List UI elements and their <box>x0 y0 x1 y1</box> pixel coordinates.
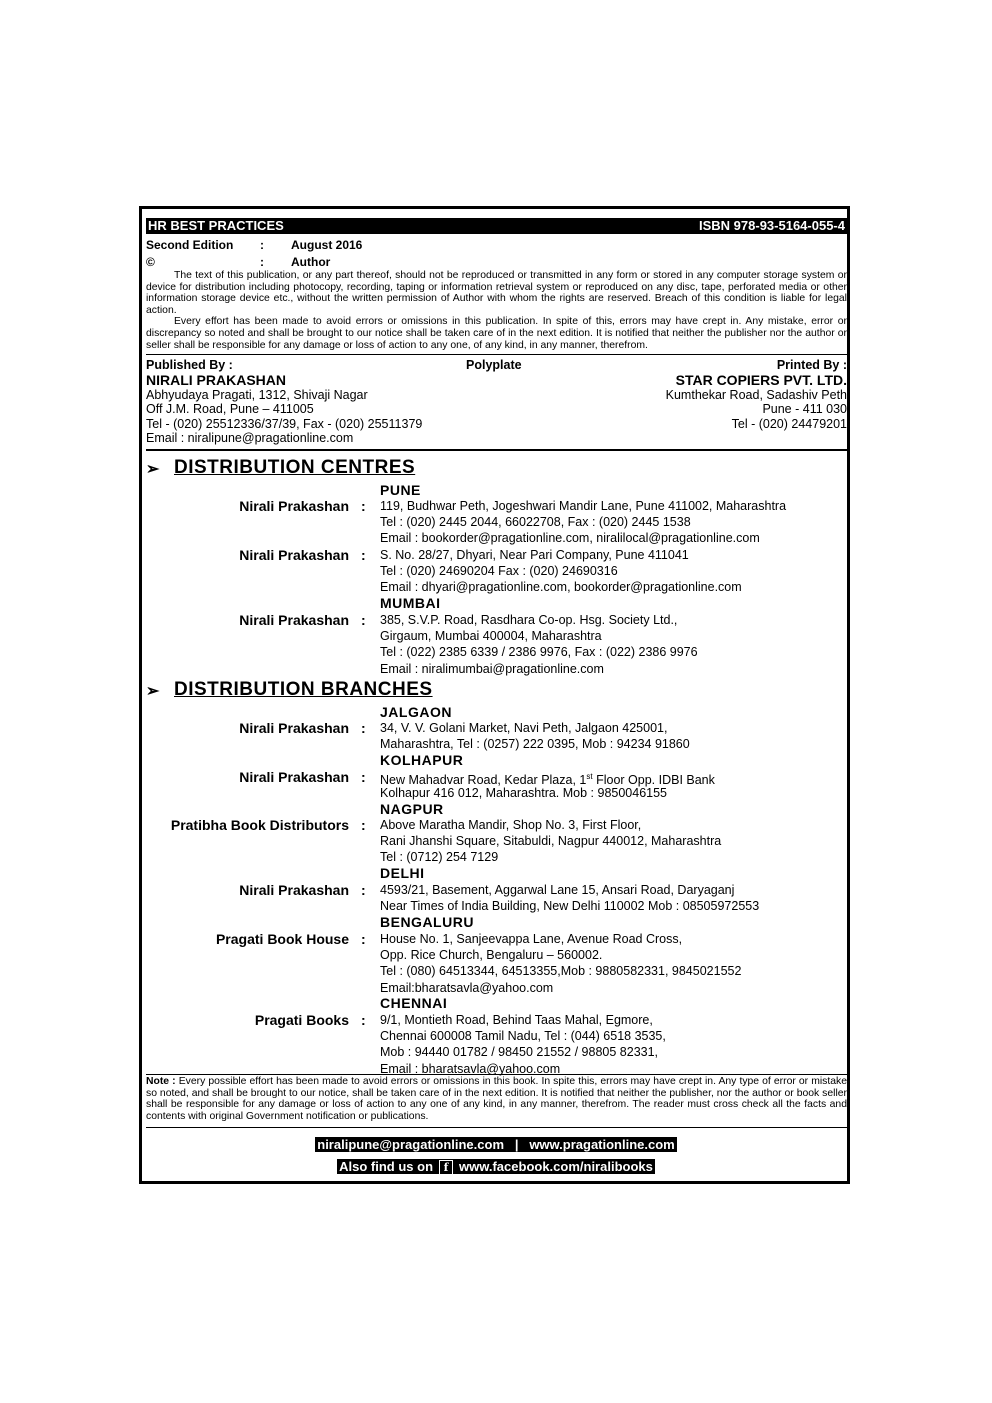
address-line: Tel : (080) 64513344, 64513355,Mob : 9880582331, 9845021552 <box>380 964 742 979</box>
edition-value: August 2016 <box>291 238 363 252</box>
note-block <box>146 1076 847 1122</box>
distributor-address <box>380 931 741 996</box>
distributor-name: Pratibha Book Distributors <box>170 817 349 833</box>
address-line: House No. 1, Sanjeevappa Lane, Avenue Road Cross, <box>380 932 683 946</box>
published-by-label: Published By : <box>146 358 233 372</box>
publisher-address-2: Off J.M. Road, Pune – 411005 <box>146 402 314 416</box>
address-line <box>380 769 715 788</box>
city-heading: NAGPUR <box>380 801 444 817</box>
distributor-name: Pragati Book House <box>215 931 349 947</box>
address-line: 9/1, Montieth Road, Behind Taas Mahal, Egmore, <box>380 1013 653 1027</box>
separator: : <box>361 931 366 947</box>
bullet-arrow-icon: ➢ <box>146 461 160 478</box>
printed-by-label: Printed By : <box>776 358 847 372</box>
address-text: New Mahadvar Road, Kedar Plaza, 1 <box>380 773 587 788</box>
separator: : <box>361 612 366 628</box>
address-line: Near Times of India Building, New Delhi 110002 Mob : 08505972553 <box>380 899 760 914</box>
edition-label: Second Edition <box>146 238 234 252</box>
separator: : <box>361 498 366 514</box>
separator: : <box>361 882 366 898</box>
note-text: Every possible effort has been made to avoid errors or omissions in this book. In spite this, errors may have crept in. Any type of error or mistake so noted, and shall be brought to our notice, shall be taken care of in the next edition. It is notified that neither the publisher, nor the author or book seller shall be responsible for any damage or loss of action to any one of any kind, in any manner, therefrom. The reader must cross check all the facts and contents with original Government notification or publications. <box>146 1076 847 1122</box>
city-heading: PUNE <box>380 482 421 498</box>
address-line: 119, Budhwar Peth, Jogeshwari Mandir Lane, Pune 411002, Maharashtra <box>380 499 787 513</box>
distributor-name: Nirali Prakashan <box>239 882 349 898</box>
footer-web-links[interactable]: niralipune@pragationline.com | www.pragationline.com <box>317 1137 675 1152</box>
polyplate-label: Polyplate <box>466 358 522 372</box>
distributor-name: Nirali Prakashan <box>239 769 349 785</box>
city-heading: CHENNAI <box>380 995 448 1011</box>
copyright-label: © <box>146 255 155 269</box>
address-line: Rani Jhanshi Square, Sitabuldi, Nagpur 440012, Maharashtra <box>380 834 722 849</box>
address-line: Email : dhyari@pragationline.com, bookorder@pragationline.com <box>380 580 742 595</box>
copyright-sep: : <box>260 255 264 269</box>
city-heading: KOLHAPUR <box>380 752 464 768</box>
legal-notice <box>146 270 847 351</box>
distributor-address <box>380 817 721 866</box>
distributor-name: Nirali Prakashan <box>239 720 349 736</box>
separator: : <box>361 817 366 833</box>
publisher-name: NIRALI PRAKASHAN <box>146 372 286 388</box>
address-line: 34, V. V. Golani Market, Navi Peth, Jalgaon 425001, <box>380 721 668 735</box>
city-heading: JALGAON <box>380 704 452 720</box>
facebook-icon: f <box>439 1160 453 1175</box>
isbn: ISBN 978-93-5164-055-4 <box>699 218 845 233</box>
address-line: 385, S.V.P. Road, Rasdhara Co-op. Hsg. Society Ltd., <box>380 613 678 627</box>
address-line: Tel : (020) 24690204 Fax : (020) 24690316 <box>380 564 618 579</box>
city-heading: DELHI <box>380 865 425 881</box>
book-title: HR BEST PRACTICES <box>148 218 284 233</box>
address-line: Tel : (022) 2385 6339 / 2386 9976, Fax : (022) 2386 9976 <box>380 645 698 660</box>
facebook-link[interactable]: www.facebook.com/niralibooks <box>459 1159 653 1174</box>
address-line: Maharashtra, Tel : (0257) 222 0395, Mob : 94234 91860 <box>380 737 690 752</box>
divider <box>146 449 847 451</box>
separator: : <box>361 1012 366 1028</box>
city-heading: MUMBAI <box>380 595 441 611</box>
edition-sep: : <box>260 238 264 252</box>
legal-paragraph-2: Every effort has been made to avoid errors or omissions in this publication. In spite of this, errors may have crept in. Any mistake, error or discrepancy so noted and shall be brought to our notice shall be taken care of in the next edition. It is notified that neither the publisher nor the author or seller shall be responsible for any damage or loss of action to any one, of any kind, in any manner, therefrom. <box>146 316 847 351</box>
distributor-address <box>380 498 786 547</box>
address-line: Opp. Rice Church, Bengaluru – 560002. <box>380 948 603 963</box>
address-line: Email : niralimumbai@pragationline.com <box>380 661 604 676</box>
address-line: Email : bookorder@pragationline.com, niralilocal@pragationline.com <box>380 531 760 546</box>
address-line: S. No. 28/27, Dhyari, Near Pari Company, Pune 411041 <box>380 548 689 562</box>
printer-address-1: Kumthekar Road, Sadashiv Peth <box>665 388 847 402</box>
divider <box>146 1074 847 1075</box>
city-heading: BENGALURU <box>380 914 474 930</box>
distributor-name: Nirali Prakashan <box>239 612 349 628</box>
address-line: Email : bharatsavla@yahoo.com <box>380 1061 561 1076</box>
distributor-address <box>380 547 742 596</box>
address-line: Chennai 600008 Tamil Nadu, Tel : (044) 6518 3535, <box>380 1029 666 1044</box>
address-line: Above Maratha Mandir, Shop No. 3, First Floor, <box>380 818 642 832</box>
divider <box>146 1127 847 1128</box>
divider <box>146 354 847 355</box>
address-line: Kolhapur 416 012, Maharashtra. Mob : 9850046155 <box>380 786 668 801</box>
copyright-value: Author <box>291 255 331 269</box>
section-heading-branches: DISTRIBUTION BRANCHES <box>174 679 433 700</box>
title-bar <box>146 218 847 234</box>
address-line: 4593/21, Basement, Aggarwal Lane 15, Ansari Road, Daryaganj <box>380 883 735 897</box>
distributor-address <box>380 720 690 752</box>
footer-row-1 <box>0 1136 992 1154</box>
address-line: Email:bharatsavla@yahoo.com <box>380 980 554 995</box>
address-line: Tel : (0712) 254 7129 <box>380 850 499 865</box>
separator: : <box>361 547 366 563</box>
distributor-name: Nirali Prakashan <box>239 498 349 514</box>
address-line: Mob : 94440 01782 / 98450 21552 / 98805 82331, <box>380 1045 659 1060</box>
address-line: Tel : (020) 2445 2044, 66022708, Fax : (020) 2445 1538 <box>380 515 691 530</box>
ordinal-suffix: st <box>586 772 593 781</box>
distributor-address <box>380 612 698 677</box>
note-label: Note : <box>146 1076 176 1087</box>
separator: : <box>361 769 366 785</box>
address-line: Girgaum, Mumbai 400004, Maharashtra <box>380 629 602 644</box>
distributor-name: Pragati Books <box>254 1012 349 1028</box>
distributor-address <box>380 882 759 914</box>
publisher-phone: Tel - (020) 25512336/37/39, Fax - (020) 25511379 <box>146 417 423 431</box>
publisher-address-1: Abhyudaya Pragati, 1312, Shivaji Nagar <box>146 388 368 402</box>
publisher-email: Email : niralipune@pragationline.com <box>146 431 354 445</box>
find-us-label: Also find us on <box>339 1159 434 1174</box>
footer-row-2 <box>0 1158 992 1176</box>
distributor-name: Nirali Prakashan <box>239 547 349 563</box>
section-heading-centres: DISTRIBUTION CENTRES <box>174 457 416 478</box>
footer-social <box>337 1159 655 1174</box>
printer-address-2: Pune - 411 030 <box>762 402 847 416</box>
distributor-address <box>380 769 715 801</box>
distributor-address <box>380 1012 666 1077</box>
legal-paragraph-1: The text of this publication, or any part thereof, should not be reproduced or transmitted in any form or stored in any computer storage system or device for distribution including photocopy, recording, taping or information retrieval system or reproduced on any disc, tape, perforated media or other information storage device etc., without the written permission of Author with whom the rights are reserved. Breach of this condition is liable for legal action. <box>146 270 847 316</box>
printer-name: STAR COPIERS PVT. LTD. <box>675 372 847 388</box>
bullet-arrow-icon: ➢ <box>146 683 160 700</box>
address-text: Floor Opp. IDBI Bank <box>592 773 715 788</box>
separator: : <box>361 720 366 736</box>
printer-phone: Tel - (020) 24479201 <box>731 417 847 431</box>
